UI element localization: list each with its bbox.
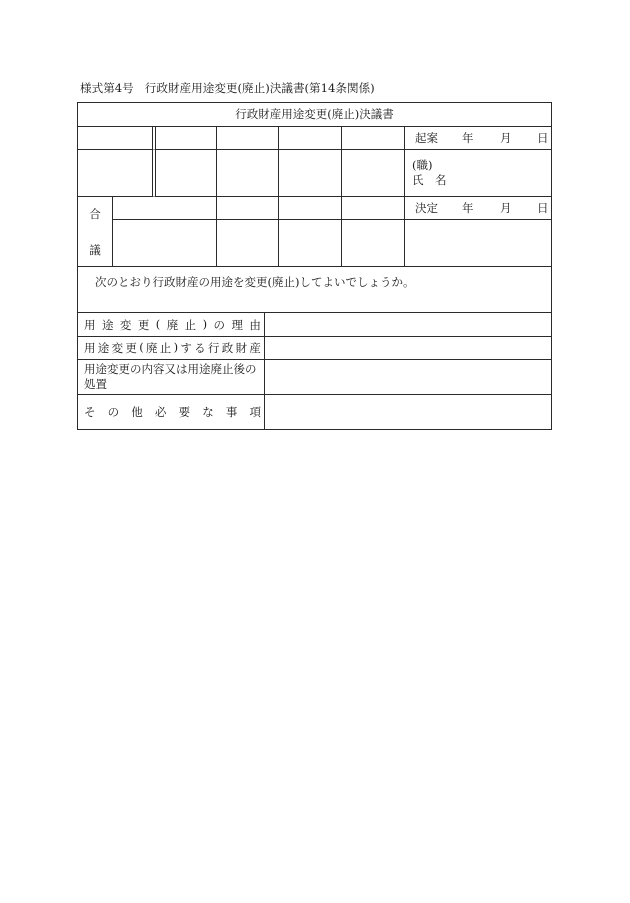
draft-label: 起案	[415, 131, 438, 145]
decision-label: 決定	[415, 201, 438, 215]
approval-stamp-cell	[342, 150, 405, 197]
approval-stamp-cell	[279, 150, 342, 197]
other-matters-value-cell	[265, 395, 552, 430]
disposition-value-cell	[265, 360, 552, 395]
draft-date-cell	[405, 127, 552, 150]
other-matters-label: そ の 他 必 要 な 事 項	[84, 405, 261, 419]
signer-position-label: (職)	[412, 158, 433, 172]
form-caption: 行政財産用途変更(廃止)決議書(第14条関係)	[144, 81, 375, 95]
decision-date-cell	[405, 197, 552, 220]
other-matters-label-cell	[78, 395, 265, 430]
signer-name-label: 氏 名	[412, 173, 447, 187]
draft-day-label: 日	[537, 131, 549, 145]
reason-label-cell	[78, 313, 265, 337]
approval-stamp-cell	[78, 127, 152, 150]
resolution-question: 次のとおり行政財産の用途を変更(廃止)してよいでしょうか。	[78, 267, 552, 313]
draft-year-label: 年	[462, 131, 474, 145]
form-title: 行政財産用途変更(廃止)決議書	[78, 103, 552, 127]
approval-stamp-cell	[217, 150, 279, 197]
consultation-label-cell	[78, 197, 113, 267]
consultation-char: 議	[89, 243, 101, 257]
form-header	[80, 80, 375, 96]
property-label: 用 途 変 更 ( 廃 止 ) す る 行 政 財 産	[84, 340, 261, 355]
decision-month-label: 月	[500, 201, 512, 215]
consultation-stamp-cell	[279, 220, 342, 267]
approval-stamp-cell	[217, 127, 279, 150]
approval-stamp-cell	[279, 127, 342, 150]
approval-stamp-cell	[78, 150, 152, 197]
consultation-cell	[279, 197, 342, 220]
consultation-char: 合	[89, 207, 101, 221]
disposition-label: 用途変更の内容又は用途廃止後の処置	[84, 362, 257, 391]
disposition-label-cell	[78, 360, 265, 395]
decision-year-label: 年	[462, 201, 474, 215]
consultation-stamp-cell	[217, 220, 279, 267]
consultation-stamp-cell	[113, 220, 217, 267]
reason-value-cell	[265, 313, 552, 337]
form-number: 様式第4号	[80, 81, 134, 95]
resolution-form-table	[77, 102, 552, 430]
consultation-cell	[342, 197, 405, 220]
consultation-cell	[217, 197, 279, 220]
draft-month-label: 月	[500, 131, 512, 145]
approval-stamp-cell	[342, 127, 405, 150]
property-value-cell	[265, 337, 552, 360]
consultation-cell	[113, 197, 217, 220]
property-label-cell	[78, 337, 265, 360]
reason-label: 用 途 変 更 ( 廃 止 ) の 理 由	[84, 316, 261, 332]
signer-block	[412, 158, 447, 188]
approval-stamp-cell	[152, 150, 217, 197]
decision-signer-cell	[405, 220, 552, 267]
signer-cell	[405, 150, 552, 197]
consultation-stamp-cell	[342, 220, 405, 267]
approval-stamp-cell	[152, 127, 217, 150]
decision-day-label: 日	[537, 201, 549, 215]
